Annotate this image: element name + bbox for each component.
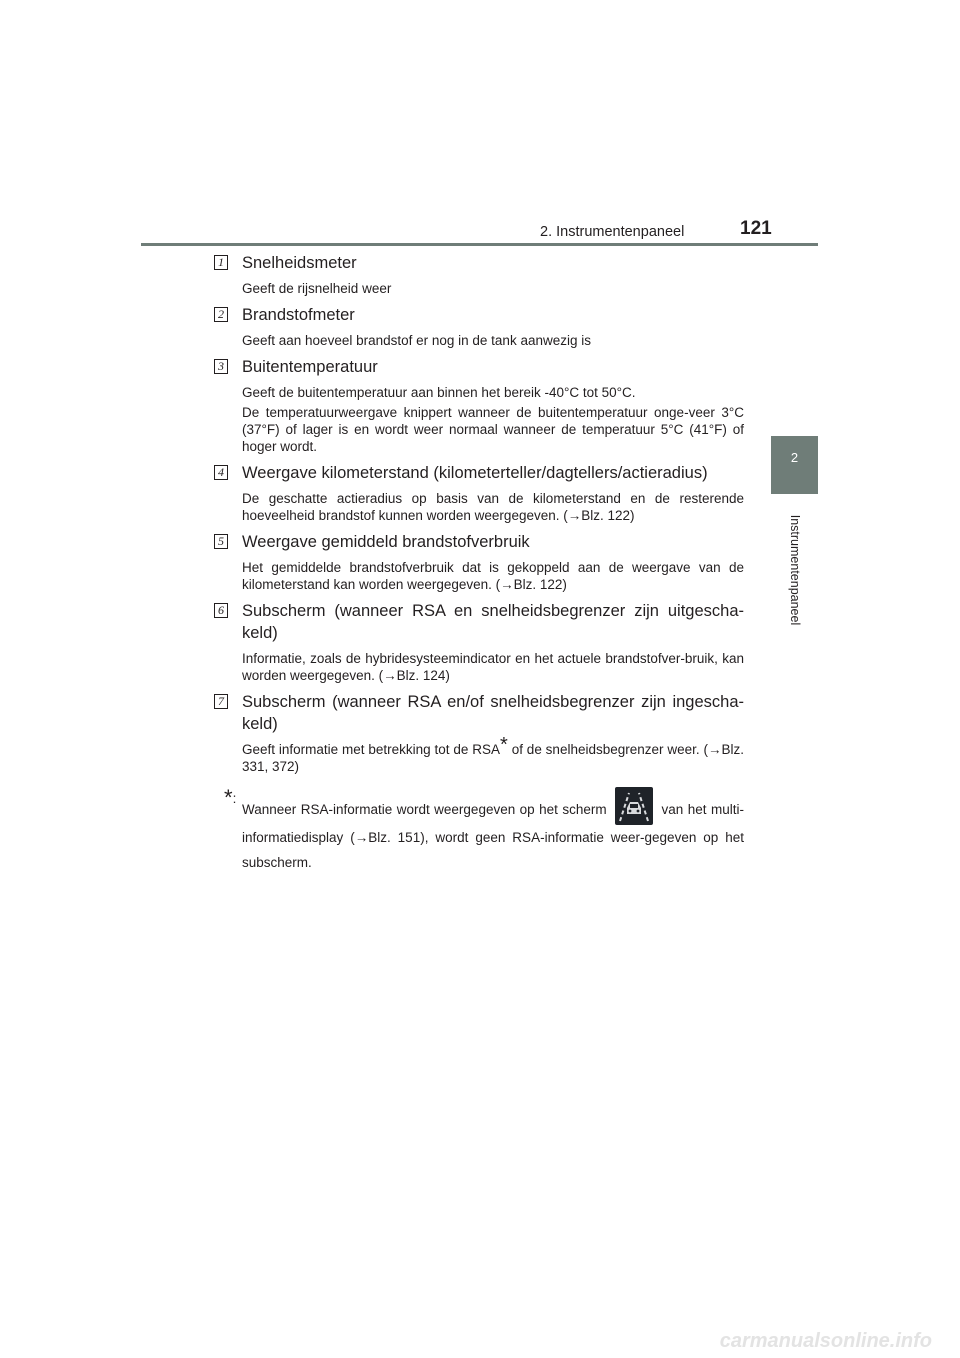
item-number-badge: 4 [214, 465, 228, 480]
item-description [242, 734, 744, 775]
item-title: Weergave kilometerstand (kilometerteller/dagtellers/actieradius) [242, 464, 708, 482]
item-description: Geeft de buitentemperatuur aan binnen het bereik -40°C tot 50°C. [242, 385, 636, 400]
item-number-badge: 5 [214, 534, 228, 549]
watermark-logo: carmanualsonline.info [719, 1330, 932, 1352]
item-description: De geschatte actieradius op basis van de kilometerstand en de resterende hoeveelheid brandstof kunnen worden weergegeven. (→Blz. 122) [242, 491, 744, 523]
item-number-badge: 2 [214, 307, 228, 322]
item-title: Brandstofmeter [242, 306, 355, 324]
list-item [212, 356, 744, 455]
item-description: Het gemiddelde brandstofverbruik dat is gekoppeld aan de weergave van de kilometerstand kan worden weergegeven. (→Blz. 122) [242, 560, 744, 592]
item-title: Buitentemperatuur [242, 358, 378, 376]
page-number: 121 [740, 218, 772, 239]
footnote [212, 787, 744, 875]
driving-assist-icon-graphic [615, 787, 653, 825]
item-description: Geeft aan hoeveel brandstof er nog in de tank aanwezig is [242, 333, 591, 348]
header-section-title: 2. Instrumentenpaneel [540, 224, 685, 240]
item-number-badge: 6 [214, 603, 228, 618]
footnote-star: * [224, 785, 233, 810]
list-item [212, 691, 744, 775]
list-item [212, 304, 744, 349]
item-list [212, 252, 744, 875]
driving-assist-icon [615, 787, 653, 825]
footnote-colon: : [232, 791, 237, 806]
list-item [212, 531, 744, 593]
side-tab-label-text: Instrumentenpaneel [787, 514, 802, 626]
header-rule [141, 243, 818, 246]
item-description: Geeft de rijsnelheid weer [242, 281, 392, 296]
footnote-marker [224, 786, 236, 811]
side-tab-label [771, 500, 818, 640]
item-title: Subscherm (wanneer RSA en/of snelheidsbegrenzer zijn ingescha-keld) [242, 693, 744, 733]
footnote-text: van het multi-informatiedisplay (→Blz. 151), wordt geen RSA-informatie weer-gegeven op het subscherm. [242, 802, 744, 870]
item-description-part: Geeft informatie met betrekking tot de RSA [242, 742, 501, 757]
item-description-part: of de snelheidsbegrenzer weer. (→Blz. 331, 372) [242, 742, 744, 774]
footnote-reference-star: * [500, 734, 508, 756]
item-number-badge: 3 [214, 359, 228, 374]
item-title: Snelheidsmeter [242, 254, 357, 272]
side-tab-number: 2 [790, 450, 799, 465]
list-item [212, 600, 744, 684]
item-title: Weergave gemiddeld brandstofverbruik [242, 533, 530, 551]
list-item [212, 252, 744, 297]
item-description: De temperatuurweergave knippert wanneer de buitentemperatuur onge-veer 3°C (37°F) of lager is en wordt weer normaal wanneer de temperatuur 5°C (41°F) of hoger wordt. [242, 405, 744, 454]
item-number-badge: 1 [214, 255, 228, 270]
item-number-badge: 7 [214, 694, 228, 709]
item-description: Informatie, zoals de hybridesysteemindicator en het actuele brandstofver-bruik, kan worden weergegeven. (→Blz. 124) [242, 651, 744, 683]
list-item [212, 462, 744, 524]
item-title: Subscherm (wanneer RSA en snelheidsbegrenzer zijn uitgescha-keld) [242, 602, 744, 642]
side-tab[interactable] [771, 436, 818, 494]
footnote-text: Wanneer RSA-informatie wordt weergegeven op het scherm [242, 802, 607, 817]
